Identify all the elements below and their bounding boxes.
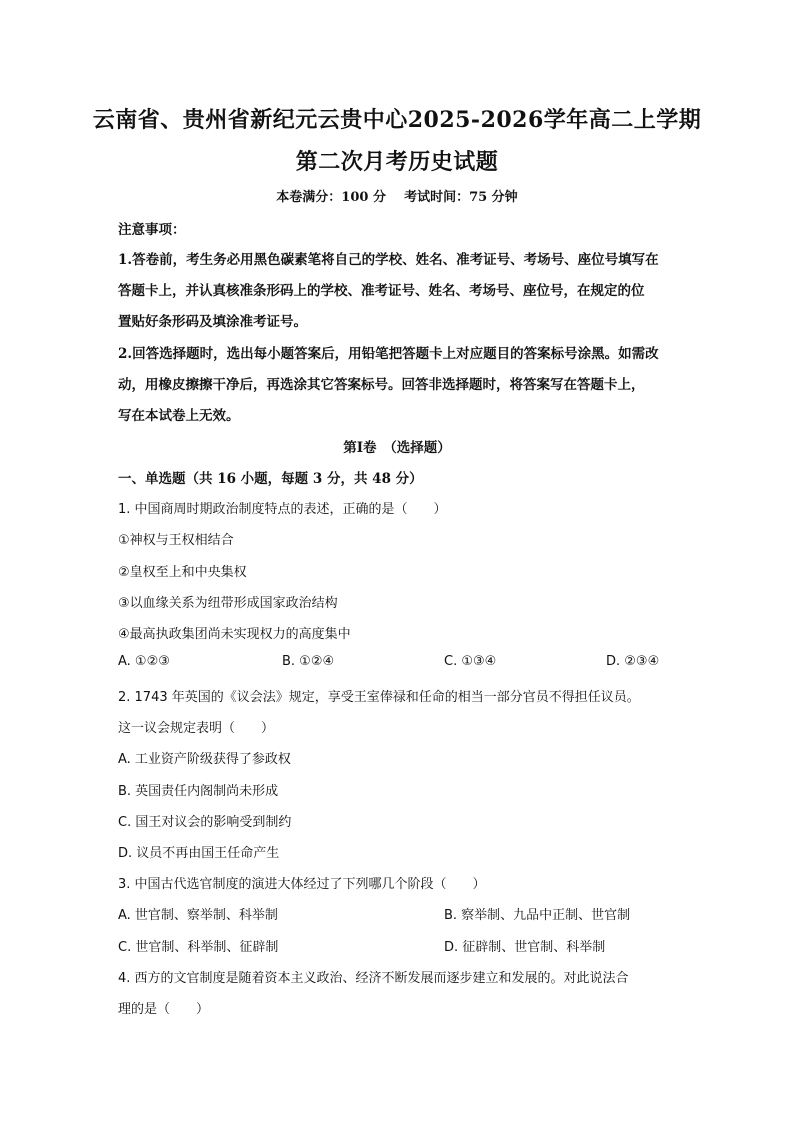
exam-title-line2: 第二次月考历史试题 [295,149,499,175]
q1-option-b: B. ①②④ [282,654,335,669]
q1-stem: 1. 中国商周时期政治制度特点的表述，正确的是（ ） [118,502,447,517]
q3-option-d: D. 征辟制、世官制、科举制 [444,940,606,955]
q4-stem-line2: 理的是（ ） [118,1002,210,1017]
q2-option-d: D. 议员不再由国王任命产生 [118,846,280,861]
note-2-line3: 写在本试卷上无效。 [118,408,240,424]
section-heading: 一、单选题（共 16 小题，每题 3 分，共 48 分） [118,471,423,487]
q2-stem-line1: 2. 1743 年英国的《议会法》规定，享受王室俸禄和任命的相当一部分官员不得担任议员。 [118,690,640,705]
note-1-line3: 置贴好条形码及填涂准考证号。 [118,314,307,330]
q2-option-b: B. 英国责任内阁制尚未形成 [118,784,279,799]
q1-statement-1: ①神权与王权相结合 [118,533,234,548]
q1-option-d: D. ②③④ [606,654,660,669]
note-1-line1: 1.答卷前，考生务必用黑色碳素笔将自己的学校、姓名、准考证号、考场号、座位号填写在 [118,252,659,268]
q4-stem-line1: 4. 西方的文官制度是随着资本主义政治、经济不断发展而逐步建立和发展的。对此说法合 [118,971,629,986]
note-1-line2: 答题卡上，并认真核准条形码上的学校、准考证号、姓名、考场号、座位号，在规定的位 [118,283,645,299]
q3-option-a: A. 世官制、察举制、科举制 [118,908,278,923]
q1-statement-4: ④最高执政集团尚未实现权力的高度集中 [118,627,351,642]
q1-statement-3: ③以血缘关系为纽带形成国家政治结构 [118,596,338,611]
q1-option-c: C. ①③④ [444,654,497,669]
q3-option-b: B. 察举制、九品中正制、世官制 [444,908,631,923]
note-2-line2: 动，用橡皮擦擦干净后，再选涂其它答案标号。回答非选择题时，将答案写在答题卡上， [118,377,645,393]
note-2-line1: 2.回答选择题时，选出每小题答案后，用铅笔把答题卡上对应题目的答案标号涂黑。如需改 [118,346,659,362]
q3-stem: 3. 中国古代选官制度的演进大体经过了下列哪几个阶段（ ） [118,877,486,892]
exam-meta: 本卷满分：100 分 考试时间：75 分钟 [276,190,518,205]
q2-option-c: C. 国王对议会的影响受到制约 [118,815,292,830]
q3-option-c: C. 世官制、科举制、征辟制 [118,940,279,955]
q2-stem-line2: 这一议会规定表明（ ） [118,721,275,736]
q1-option-a: A. ①②③ [118,654,170,669]
exam-title-line1: 云南省、贵州省新纪元云贵中心2025-2026学年高二上学期 [92,107,702,133]
q2-option-a: A. 工业资产阶级获得了参政权 [118,752,291,767]
notes-heading: 注意事项： [118,222,186,238]
part-title: 第Ⅰ卷 （选择题） [343,440,451,456]
q1-statement-2: ②皇权至上和中央集权 [118,565,247,580]
